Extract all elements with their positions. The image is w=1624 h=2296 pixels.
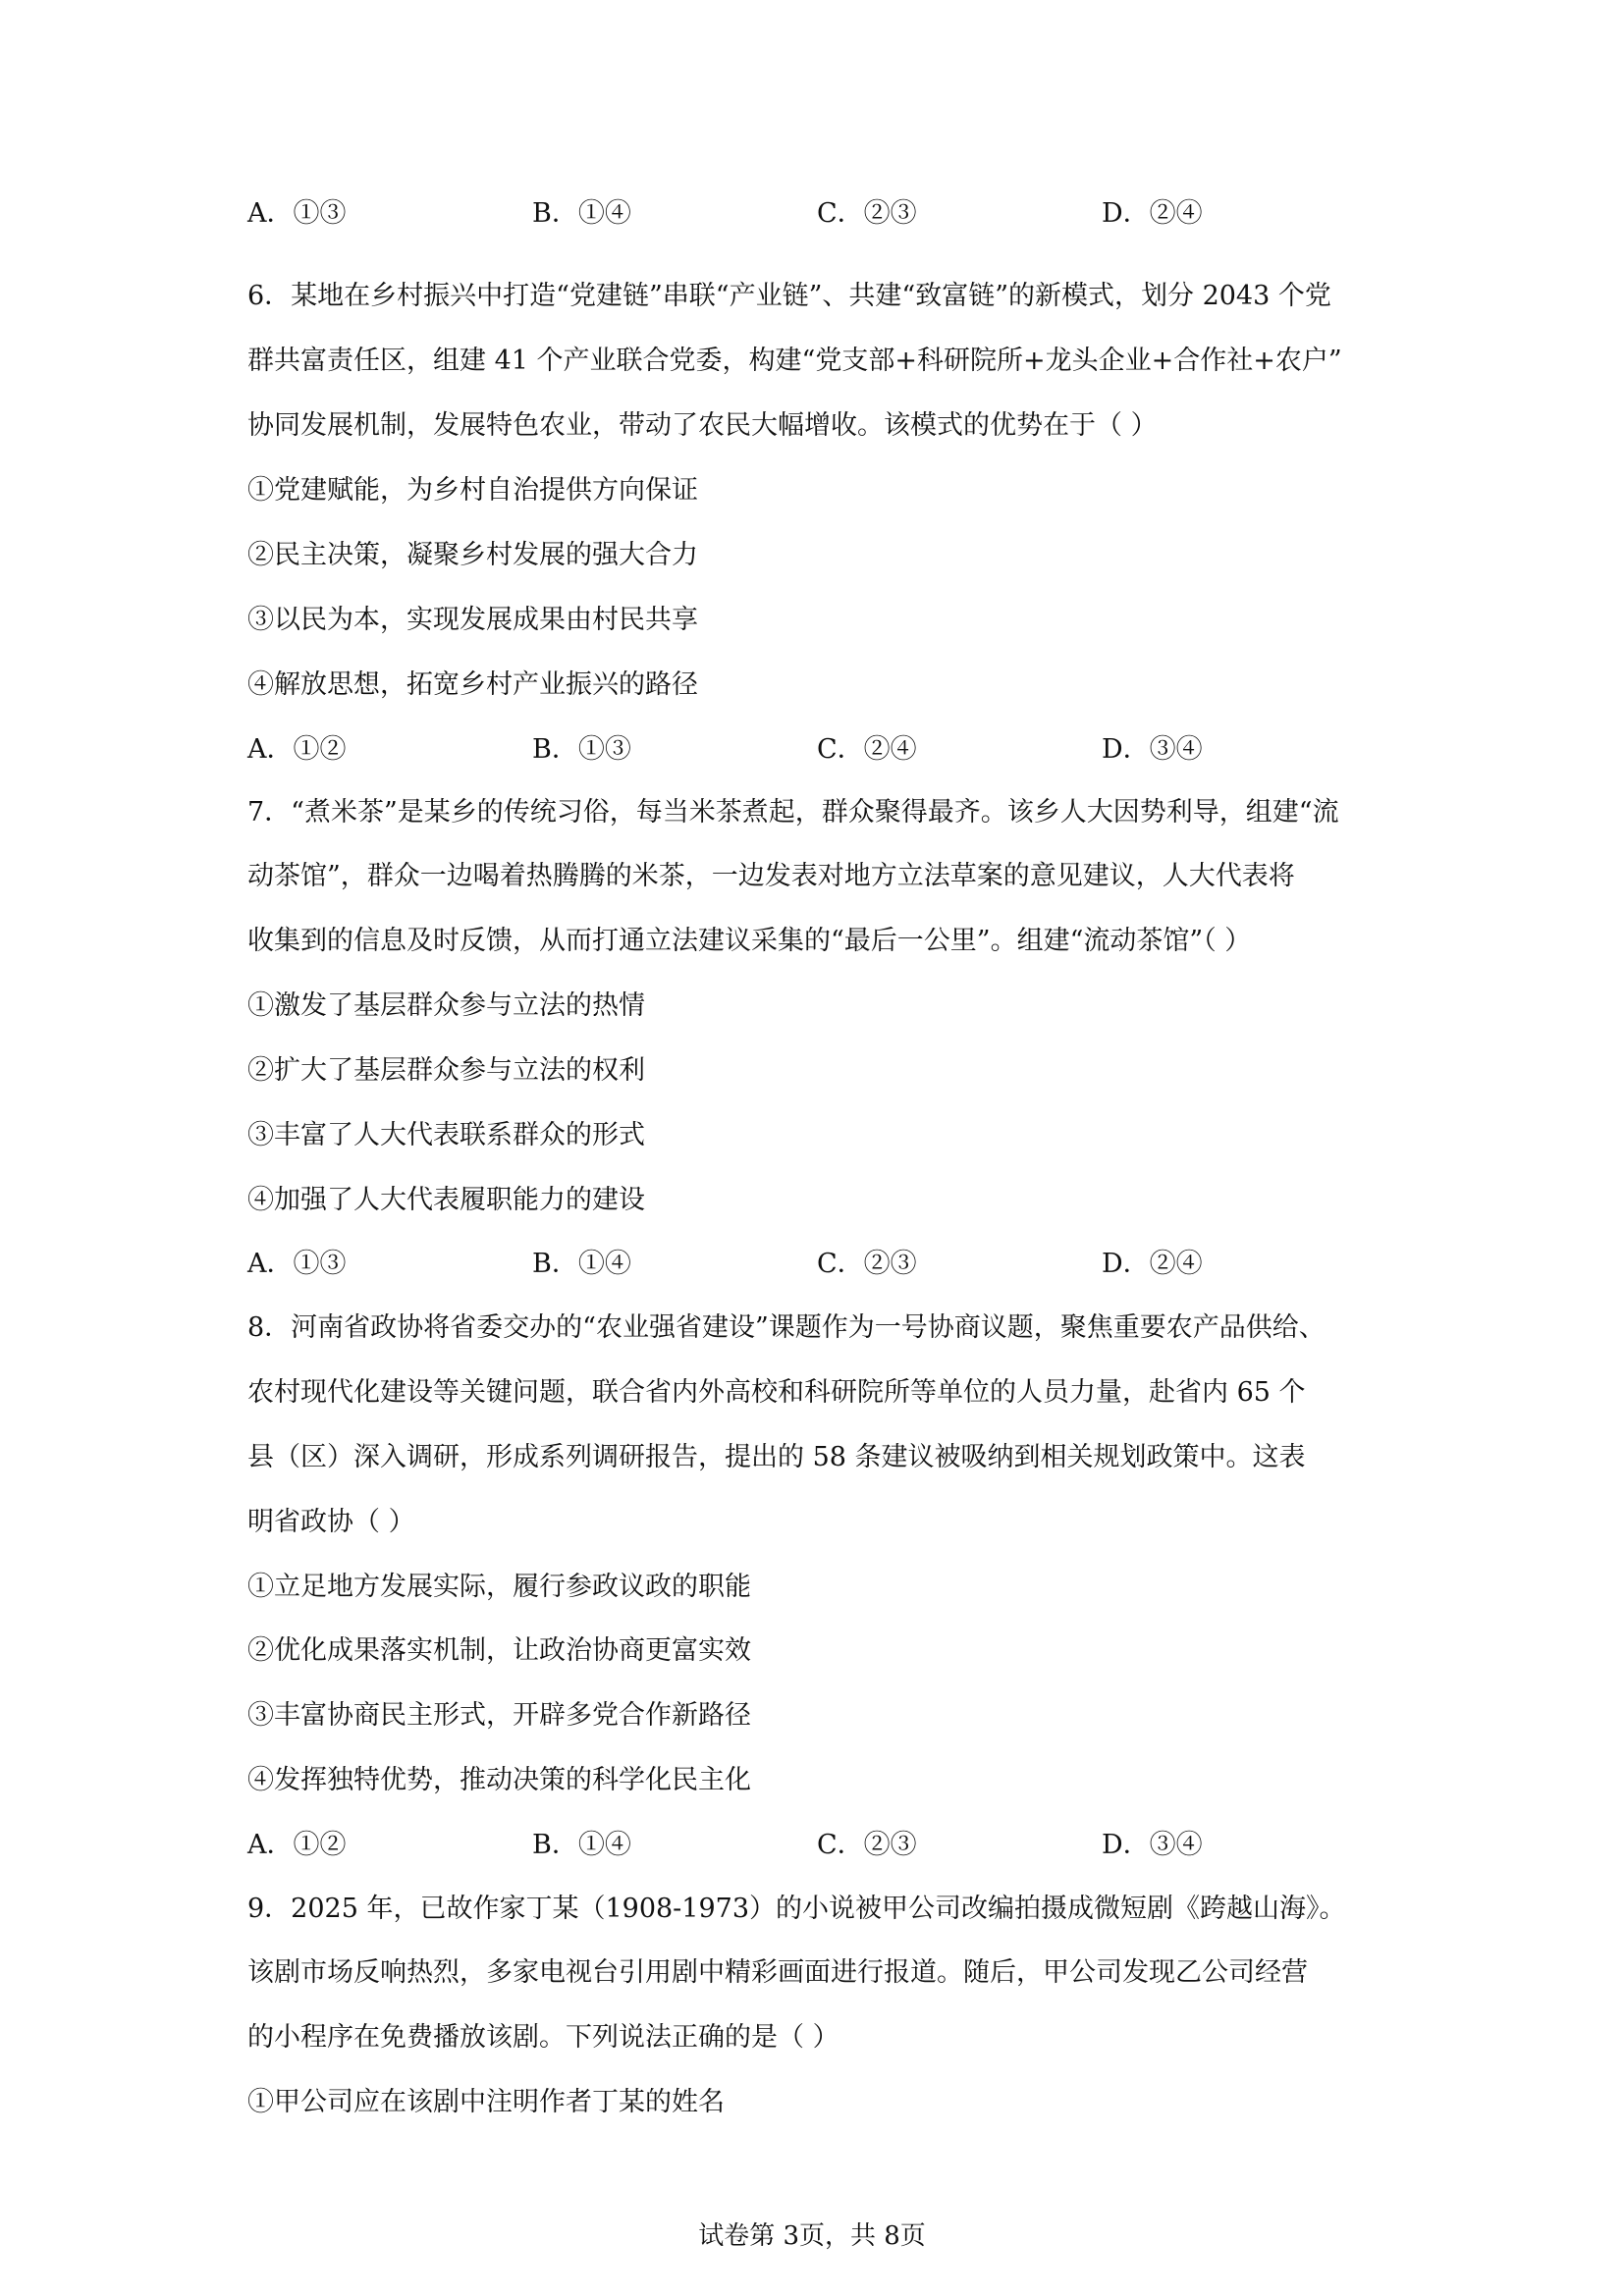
q9-stem-line-3: 的小程序在免费播放该剧。下列说法正确的是（ ） <box>247 2022 839 2053</box>
q6-option-c: C．②④ <box>817 734 917 765</box>
q9-item-1: ①甲公司应在该剧中注明作者丁某的姓名 <box>247 2087 725 2117</box>
q6-item-4: ④解放思想，拓宽乡村产业振兴的路径 <box>247 669 698 700</box>
q7-stem-line-2: 动茶馆”，群众一边喝着热腾腾的米茶，一边发表对地方立法草案的意见建议，人大代表将 <box>247 861 1295 891</box>
q5-option-c: C．②③ <box>817 198 917 229</box>
q8-option-d: D．③④ <box>1102 1830 1203 1860</box>
q5-option-b: B．①④ <box>532 198 631 229</box>
q7-option-b: B．①④ <box>532 1249 631 1279</box>
q6-item-3: ③以民为本，实现发展成果由村民共享 <box>247 605 698 635</box>
q6-item-2: ②民主决策，凝聚乡村发展的强大合力 <box>247 540 698 570</box>
q7-options <box>247 1245 1386 1284</box>
q7-option-d: D．②④ <box>1102 1249 1203 1279</box>
q8-stem-line-3: 县（区）深入调研，形成系列调研报告，提出的 58 条建议被吸纳到相关规划政策中。这表 <box>247 1442 1306 1472</box>
q7-item-4: ④加强了人大代表履职能力的建设 <box>247 1185 645 1215</box>
page-footer: 试卷第 3页，共 8页 <box>698 2221 926 2251</box>
q7-item-2: ②扩大了基层群众参与立法的权利 <box>247 1055 645 1086</box>
q8-item-4: ④发挥独特优势，推动决策的科学化民主化 <box>247 1765 751 1795</box>
q8-stem-line-2: 农村现代化建设等关键问题，联合省内外高校和科研院所等单位的人员力量，赴省内 65 个 <box>247 1377 1306 1408</box>
q6-option-a: A．①② <box>247 734 347 765</box>
q6-option-b: B．①③ <box>532 734 631 765</box>
q7-stem-line-1: 7．“煮米茶”是某乡的传统习俗，每当米茶煮起，群众聚得最齐。该乡人大因势利导，组建“流 <box>247 797 1339 828</box>
q8-option-a: A．①② <box>247 1830 347 1860</box>
q7-option-c: C．②③ <box>817 1249 917 1279</box>
q6-option-d: D．③④ <box>1102 734 1203 765</box>
q7-item-3: ③丰富了人大代表联系群众的形式 <box>247 1120 645 1150</box>
q6-stem-line-2: 群共富责任区，组建 41 个产业联合党委，构建“党支部+科研院所+龙头企业+合作社+农户” <box>247 346 1342 376</box>
q7-stem-line-3: 收集到的信息及时反馈，从而打通立法建议采集的“最后一公里”。组建“流动茶馆”（ ） <box>247 926 1252 956</box>
q6-options <box>247 730 1386 770</box>
q6-stem-line-3: 协同发展机制，发展特色农业，带动了农民大幅增收。该模式的优势在于（ ） <box>247 410 1158 441</box>
q8-stem-line-4: 明省政协（ ） <box>247 1507 415 1537</box>
q8-options <box>247 1826 1386 1865</box>
q8-item-1: ①立足地方发展实际，履行参政议政的职能 <box>247 1572 751 1602</box>
q8-option-b: B．①④ <box>532 1830 631 1860</box>
q5-options <box>247 194 1386 234</box>
q6-stem-line-1: 6．某地在乡村振兴中打造“党建链”串联“产业链”、共建“致富链”的新模式，划分 2043 个党 <box>247 281 1331 311</box>
q6-item-1: ①党建赋能，为乡村自治提供方向保证 <box>247 475 698 506</box>
q8-stem-line-1: 8．河南省政协将省委交办的“农业强省建设”课题作为一号协商议题，聚焦重要农产品供给、 <box>247 1312 1326 1343</box>
q8-item-3: ③丰富协商民主形式，开辟多党合作新路径 <box>247 1700 751 1731</box>
q8-option-c: C．②③ <box>817 1830 917 1860</box>
q7-item-1: ①激发了基层群众参与立法的热情 <box>247 990 645 1021</box>
q5-option-a: A．①③ <box>247 198 347 229</box>
q7-option-a: A．①③ <box>247 1249 347 1279</box>
q9-stem-line-2: 该剧市场反响热烈，多家电视台引用剧中精彩画面进行报道。随后，甲公司发现乙公司经营 <box>247 1957 1308 1988</box>
q9-stem-line-1: 9．2025 年，已故作家丁某（1908-1973）的小说被甲公司改编拍摄成微短剧《跨越山海》。 <box>247 1894 1346 1924</box>
q5-option-d: D．②④ <box>1102 198 1203 229</box>
q8-item-2: ②优化成果落实机制，让政治协商更富实效 <box>247 1635 751 1666</box>
